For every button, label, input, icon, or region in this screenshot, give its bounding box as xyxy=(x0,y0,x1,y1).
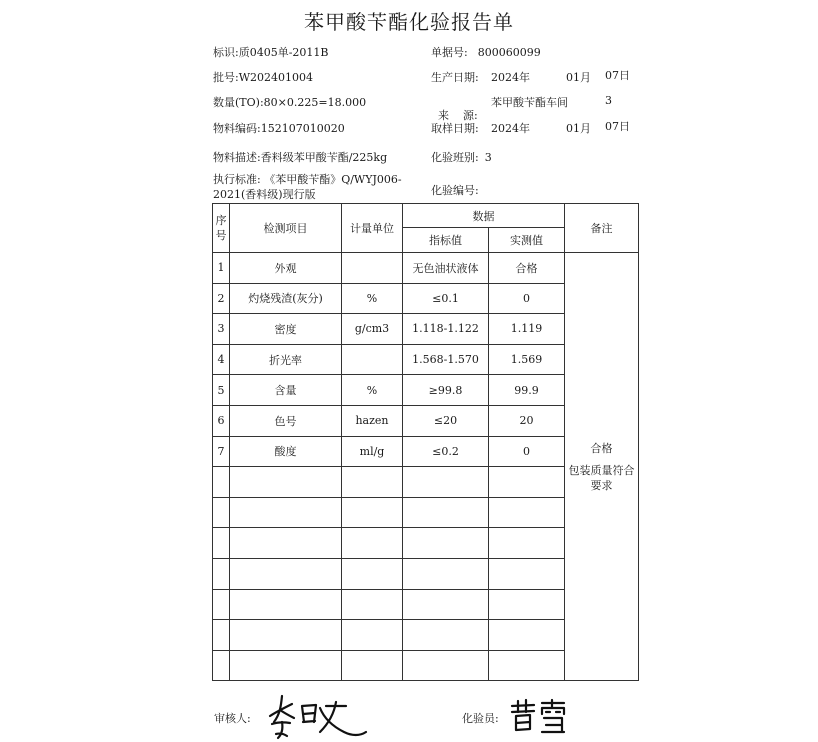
table-row xyxy=(213,253,639,284)
cell-measured: 0 xyxy=(489,283,565,314)
field-shift xyxy=(431,149,492,165)
shift-label: 化验班别: xyxy=(431,151,479,164)
cell-no: 1 xyxy=(213,253,230,284)
remarks-line-3: 要求 xyxy=(590,478,613,492)
cell-measured: 1.119 xyxy=(489,314,565,345)
field-material-code xyxy=(213,120,345,136)
inspector-label: 化验员: xyxy=(462,712,499,725)
cell-item: 灼烧残渣(灰分) xyxy=(230,283,342,314)
cell-unit: hazen xyxy=(342,405,403,436)
field-test-number xyxy=(431,182,479,198)
field-source xyxy=(431,94,478,123)
cell-no: 6 xyxy=(213,405,230,436)
cell-item: 色号 xyxy=(230,405,342,436)
material-code-label: 物料编码: xyxy=(213,122,261,135)
quantity-label: 数量(TO): xyxy=(213,96,264,109)
header-remarks: 备注 xyxy=(565,204,639,253)
sampling-date-day: 07日 xyxy=(605,120,630,133)
field-production-date xyxy=(431,69,479,85)
sampling-date-year: 2024年 xyxy=(491,122,530,135)
cell-spec: ≤0.2 xyxy=(403,436,489,467)
cell-item: 含量 xyxy=(230,375,342,406)
document-title: 苯甲酸苄酯化验报告单 xyxy=(304,10,514,34)
cell-no: 3 xyxy=(213,314,230,345)
field-document-number xyxy=(431,44,541,60)
header-seq-line-2: 号 xyxy=(215,229,227,242)
cell-unit: % xyxy=(342,283,403,314)
header-data: 数据 xyxy=(403,204,565,228)
cell-measured: 1.569 xyxy=(489,344,565,375)
header-unit: 计量单位 xyxy=(342,204,403,253)
cell-spec: ≤20 xyxy=(403,405,489,436)
header-spec: 指标值 xyxy=(403,228,489,253)
cell-no: 5 xyxy=(213,375,230,406)
cell-no: 7 xyxy=(213,436,230,467)
production-date-month: 01月 xyxy=(566,71,591,84)
cell-unit: g/cm3 xyxy=(342,314,403,345)
batch-number-label: 批号: xyxy=(213,71,239,84)
source-label: 来 源: xyxy=(438,109,478,122)
cell-item: 酸度 xyxy=(230,436,342,467)
cell-no: 4 xyxy=(213,344,230,375)
cell-unit: ml/g xyxy=(342,436,403,467)
cell-unit xyxy=(342,344,403,375)
field-batch-number xyxy=(213,69,313,85)
cell-unit xyxy=(342,253,403,284)
field-material-description xyxy=(213,149,387,165)
field-identifier xyxy=(213,44,329,60)
sampling-date-label: 取样日期: xyxy=(431,122,479,135)
document-number-label: 单据号: xyxy=(431,46,468,59)
source-number: 3 xyxy=(605,94,612,107)
test-number-label: 化验编号: xyxy=(431,184,479,197)
quantity-value: 80×0.225=18.000 xyxy=(263,96,367,109)
standard-line-1: 执行标准: 《苯甲酸苄酯》Q/WYJ006- xyxy=(213,173,402,186)
reviewer-signature xyxy=(262,692,372,740)
header-seq-line-1: 序 xyxy=(215,214,227,227)
material-description-label: 物料描述: xyxy=(213,151,261,164)
cell-no: 2 xyxy=(213,283,230,314)
production-date-year: 2024年 xyxy=(491,71,530,84)
sampling-date-month: 01月 xyxy=(566,122,591,135)
remarks-line-2: 包装质量符合 xyxy=(568,463,635,477)
cell-item: 外观 xyxy=(230,253,342,284)
identifier-label: 标识: xyxy=(213,46,239,59)
cell-measured: 20 xyxy=(489,405,565,436)
header-seq xyxy=(213,204,230,253)
reviewer-label: 审核人: xyxy=(214,712,251,725)
cell-measured: 合格 xyxy=(489,253,565,284)
document-number-value: 800060099 xyxy=(477,46,541,59)
cell-spec: ≤0.1 xyxy=(403,283,489,314)
inspection-table xyxy=(212,203,639,681)
header-measured: 实测值 xyxy=(489,228,565,253)
cell-measured: 0 xyxy=(489,436,565,467)
cell-spec: ≥99.8 xyxy=(403,375,489,406)
batch-number-value: W202401004 xyxy=(238,71,314,84)
cell-spec: 1.568-1.570 xyxy=(403,344,489,375)
cell-unit: % xyxy=(342,375,403,406)
field-quantity xyxy=(213,94,366,110)
standard-line-2: 2021(香料级)现行版 xyxy=(213,188,316,201)
header-item: 检测项目 xyxy=(230,204,342,253)
production-date-day: 07日 xyxy=(605,69,630,82)
identifier-value: 质0405单-2011B xyxy=(238,46,329,59)
material-description-value: 香料级苯甲酸苄酯/225kg xyxy=(260,151,388,164)
source-value: 苯甲酸苄酯车间 xyxy=(491,96,568,109)
material-code-value: 152107010020 xyxy=(260,122,345,135)
cell-spec: 无色油状液体 xyxy=(403,253,489,284)
production-date-label: 生产日期: xyxy=(431,71,479,84)
inspector-signature xyxy=(508,698,570,736)
field-standard xyxy=(213,172,402,202)
cell-remarks xyxy=(565,253,639,681)
remarks-line-1: 合格 xyxy=(590,441,613,455)
shift-value: 3 xyxy=(484,151,492,164)
cell-item: 密度 xyxy=(230,314,342,345)
cell-item: 折光率 xyxy=(230,344,342,375)
cell-measured: 99.9 xyxy=(489,375,565,406)
field-sampling-date xyxy=(431,120,479,136)
cell-spec: 1.118-1.122 xyxy=(403,314,489,345)
